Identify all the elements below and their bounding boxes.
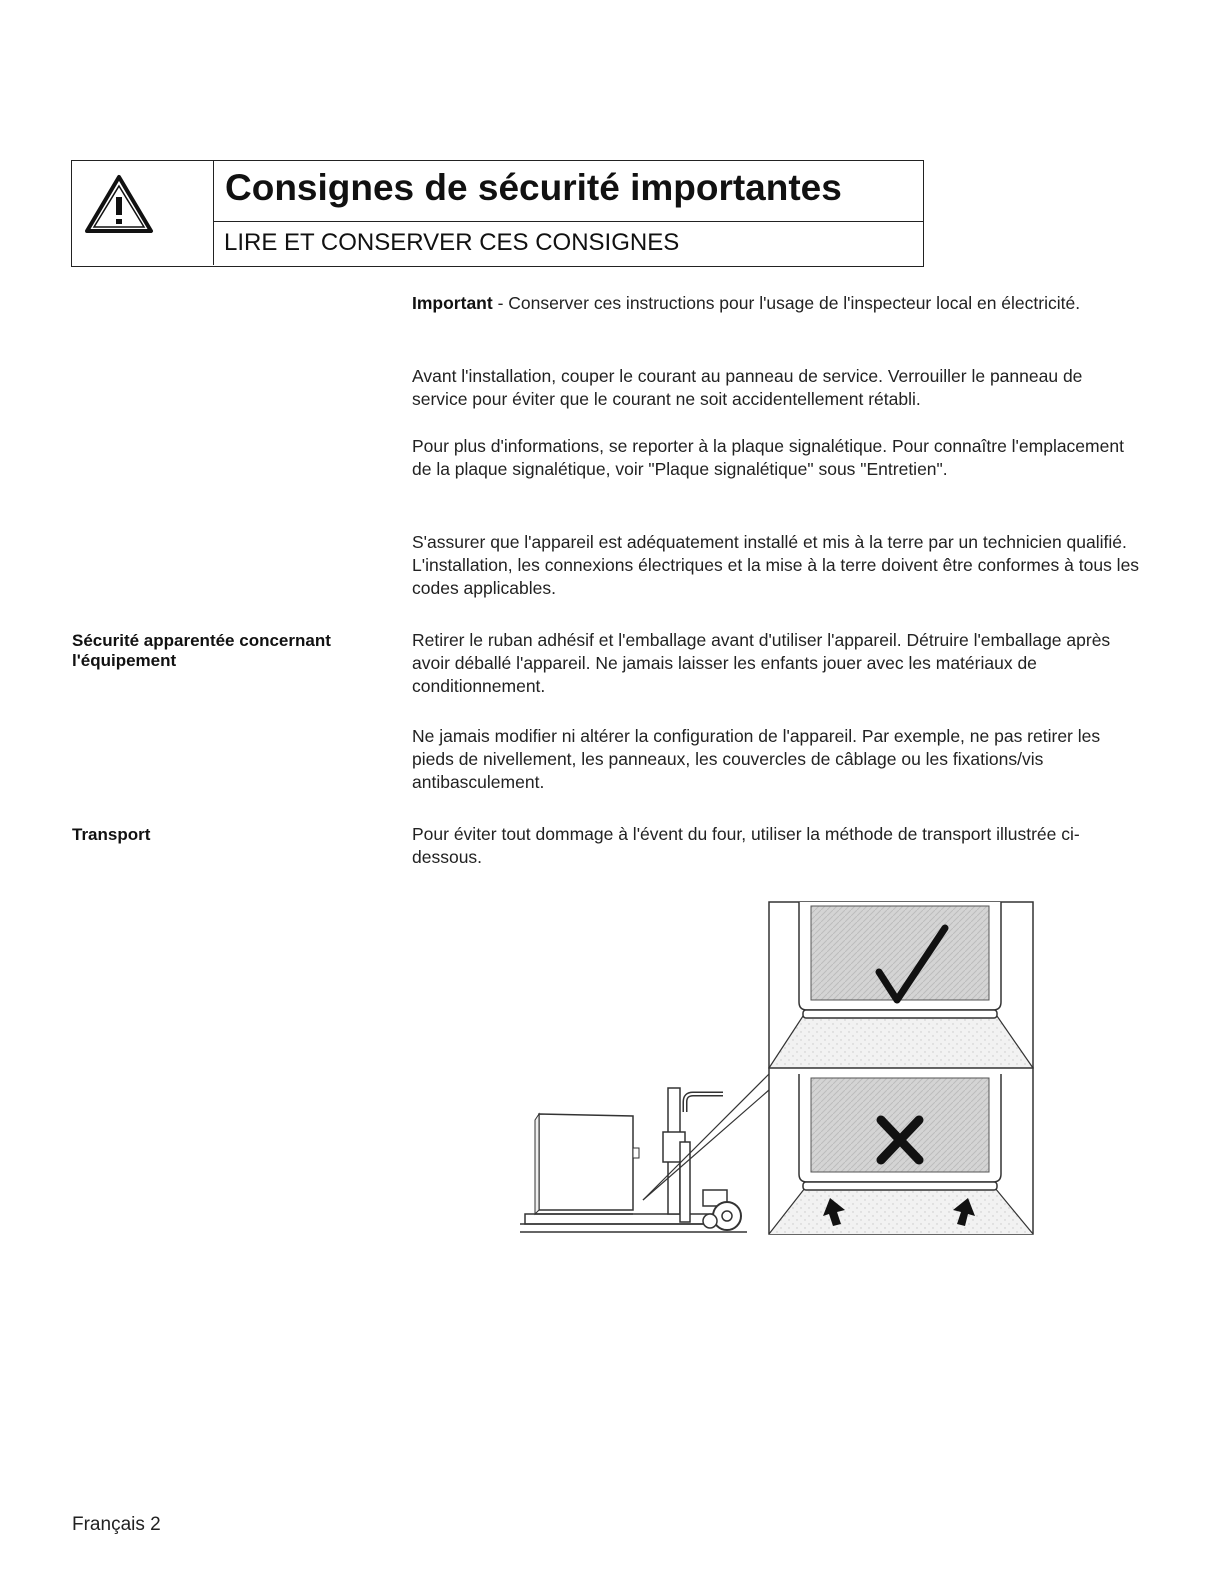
equipment-heading: Sécurité apparentée concernant l'équipement bbox=[72, 631, 331, 670]
correct-method-panel bbox=[769, 902, 1033, 1068]
packaging-paragraph: Retirer le ruban adhésif et l'emballage avant d'utiliser l'appareil. Détruire l'emballage après avoir déballé l'appareil. Ne jamais laisser les enfants jouer avec les matériaux de conditionnement. bbox=[412, 630, 1111, 696]
important-label: Important bbox=[412, 293, 493, 313]
important-paragraph bbox=[412, 292, 1142, 315]
warning-cell bbox=[72, 161, 214, 265]
important-text: - Conserver ces instructions pour l'usage de l'inspecteur local en électricité. bbox=[492, 293, 1081, 313]
power-off-paragraph: Avant l'installation, couper le courant au panneau de service. Verrouiller le panneau de service pour éviter que le courant ne soit accidentellement rétabli. bbox=[412, 366, 1083, 409]
warning-triangle-icon bbox=[83, 173, 155, 235]
page-subtitle: LIRE ET CONSERVER CES CONSIGNES bbox=[224, 229, 680, 256]
transport-heading: Transport bbox=[72, 825, 151, 844]
subtitle-row bbox=[213, 221, 923, 266]
incorrect-method-panel bbox=[769, 1068, 1033, 1234]
pallet-jack-drawing bbox=[520, 1074, 769, 1232]
installation-paragraph: S'assurer que l'appareil est adéquatement installé et mis à la terre par un technicien qualifié. L'installation, les connexions électriques et la mise à la terre doivent être conformes à tous les codes applicables. bbox=[412, 532, 1140, 598]
transport-paragraph: Pour éviter tout dommage à l'évent du four, utiliser la méthode de transport illustrée ci-dessous. bbox=[412, 824, 1080, 867]
modification-paragraph: Ne jamais modifier ni altérer la configuration de l'appareil. Par exemple, ne pas retirer les pieds de nivellement, les panneaux, les couvercles de câblage ou les fixations/vis antibasculement. bbox=[412, 726, 1101, 792]
safety-header bbox=[71, 160, 924, 267]
page-footer: Français 2 bbox=[72, 1514, 161, 1535]
rating-plate-paragraph: Pour plus d'informations, se reporter à la plaque signalétique. Pour connaître l'emplacement de la plaque signalétique, voir "Plaque signalétique" sous "Entretien". bbox=[412, 436, 1124, 479]
transport-illustration bbox=[515, 898, 1035, 1238]
page-title: Consignes de sécurité importantes bbox=[225, 167, 842, 208]
